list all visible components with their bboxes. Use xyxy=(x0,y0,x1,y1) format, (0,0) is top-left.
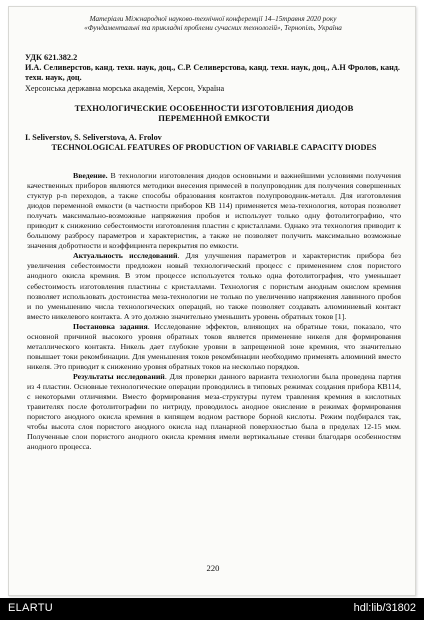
repository-footer xyxy=(0,598,424,620)
section-introduction xyxy=(27,171,401,251)
title-russian: ТЕХНОЛОГИЧЕСКИЕ ОСОБЕННОСТИ ИЗГОТОВЛЕНИЯ ДИОДОВ ПЕРЕМЕННОЙ ЕМКОСТИ xyxy=(74,103,354,123)
authors-english: I. Seliverstov, S. Seliverstova, A. Frolov xyxy=(25,133,162,142)
section-problem-statement xyxy=(27,322,401,372)
udk-code: УДК 621.382.2 xyxy=(25,53,78,62)
section-heading: Введение. xyxy=(73,171,108,180)
section-results xyxy=(27,372,401,452)
section-text: . Исследование эффектов, влияющих на обратные токи, показало, что основной причиной высокого уровня обратных токов является применение никеля для формирования металлического контакта. Никель дает глубокие уровни в запрещенной зоне кремния, что значительно повышает токи рекомбинации. Для уменьшения токов рекомбинации необходимо применять алюминий вместо никеля. Это приводит к снижению уровня обратных токов на несколько порядков. xyxy=(27,321,401,371)
repository-name[interactable]: ELARTU xyxy=(8,602,53,614)
section-text: . Для улучшения параметров и характеристик прибора без увеличения себестоимости предложен новый технологический процесс с применением слоя пористого анодного окисла кремния. В этом процессе используется только одна фотолитография, что уменьшает себестоимость изготовления пластины с кристаллами. Технология с пористым анодным окислом кремния позволяет использовать достоинства меза-технологии не только по увеличению напряжения лавинного пробоя и по уменьшению числа технологических операций, но также позволяет создавать алюминиевый контакт вместо никелевого контакта. А это должно значительно уменьшить уровень обратных токов [1]. xyxy=(27,251,401,321)
handle-identifier[interactable]: hdl:lib/31802 xyxy=(353,602,416,614)
section-relevance xyxy=(27,251,401,321)
document-page xyxy=(8,6,416,596)
section-text: . Для проверки данного варианта технологии была проведена партия из 4 пластин. Основные технологические операции проводились в типовых режимах создания прибора КВ114, с некоторыми отличиями. Вместо формирования меза-структуры путем травления кремния в кислотных травителях после фотолитографии по нитриду, проводилось анодное окисление в режимах формирования пористого анодного окисла кремния в кипящем водном растворе борной кислоты. Режим подбирался так, чтобы высота слоя пористого анодного окисла над планарной поверхностью была в пределах 12-15 мкм. Полученные слои пористого анодного окисла кремния имели вертикальные стенки благодаря особенностям анодного процесса. xyxy=(27,371,401,452)
page-number: 220 xyxy=(206,563,220,573)
section-heading: Актуальность исследований xyxy=(73,251,178,261)
section-heading: Результаты исследований xyxy=(73,371,165,381)
title-english: TECHNOLOGICAL FEATURES OF PRODUCTION OF VARIABLE CAPACITY DIODES xyxy=(51,143,377,152)
header-line-2: «Фундаментальні та прикладні проблеми сучасних технологій», Тернопіль, Україна xyxy=(84,24,342,32)
conference-header xyxy=(29,15,397,33)
article-body xyxy=(27,171,401,452)
authors-russian: И.А. Селиверстов, канд. техн. наук, доц., С.Р. Селиверстова, канд. техн. наук, доц., А.Н Фролов, канд. техн. наук, доц. xyxy=(25,63,400,82)
header-line-1: Матеріали Міжнародної науково-технічної конференції 14–15травня 2020 року xyxy=(89,15,337,23)
section-heading: Постановка задания xyxy=(73,321,148,331)
section-text: В технологии изготовления диодов основными и важнейшими условиями получения качественных приборов являются методики внесения примесей в полупроводник для получения совершенных стуктур p-n переходов, а также способы образования контактов полупроводник-металл. Для изготовления диодов переменной емкости (в частности приборов КВ 114) применяется меза-технология, которая позволяет получать максимально-возможные напряжения пробоя и использует только одну фотолитографию, что приводит к снижению себестоимости изготовления пластин с кристаллами. Однако эта технология приводит к большому разбросу параметров и характеристик, а также не позволяет получить максимально возможные значения добротности и коэффициента перекрытия по емкости. xyxy=(27,171,401,251)
affiliation: Херсонська державна морська академія, Херсон, Україна xyxy=(25,84,225,93)
